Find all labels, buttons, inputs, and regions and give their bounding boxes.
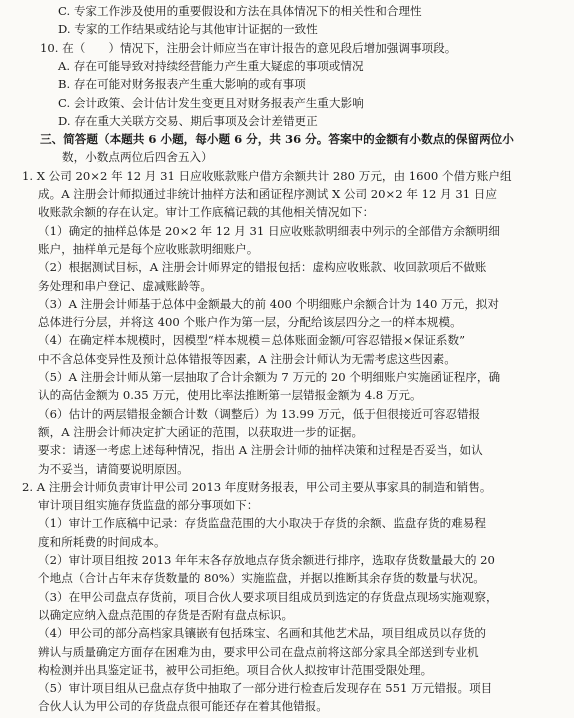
paragraph-line: （3）在甲公司盘点存货前，项目合伙人要求项目组成员到选定的存货盘点现场实施观察，: [38, 589, 498, 604]
paragraph-line: （2）审计项目组按 2013 年年末各存放地点存货余额进行排序，选取存货数量最大的 20: [38, 553, 495, 567]
question-2: 2. A 注册会计师负责审计甲公司 2013 年度财务报表，甲公司主要从事家具的制造和销售。: [22, 479, 492, 494]
option-b-line: B. 存在可能对财务报表产生重大影响的或有事项: [58, 77, 306, 92]
question-1: 1. X 公司 20×2 年 12 月 31 日应收账款账户借方余额共计 280 万元，由 1600 个借方账户组: [22, 168, 512, 183]
option-c-line: C. 专家工作涉及使用的重要假设和方法在具体情况下的相关性和合理性: [58, 4, 422, 18]
question-10: 10. 在（ ）情况下，注册会计师应当在审计报告的意见段后增加强调事项段。: [40, 40, 457, 55]
option-c-line: C. 会计政策、会计估计发生变更且对财务报表产生重大影响: [58, 95, 364, 110]
section-heading-cont: 数，小数点两位后四舍五入）: [62, 150, 213, 165]
option-d-line: D. 存在重大关联方交易、期后事项及会计差错更正: [58, 113, 318, 128]
paragraph-line: 成。A 注册会计师拟通过非统计抽样方法和函证程序测试 X 公司 20×2 年 12 月 31 日应: [38, 187, 497, 201]
paragraph-line: 务处理和串户登记、虚减账龄等。: [38, 278, 212, 293]
paragraph-line: 审计项目组实施存货监盘的部分事项如下：: [38, 498, 259, 513]
paragraph-line: （1）审计工作底稿中记录：存货监盘范围的大小取决于存货的余额、监盘存货的难易程: [38, 516, 486, 531]
paragraph-line: （5）A 注册会计师从第一层抽取了合计余额为 7 万元的 20 个明细账户实施函证程序，确: [38, 370, 501, 384]
paragraph-line: （6）估计的两层错报金额合计数（调整后）为 13.99 万元，低于但很接近可容忍错报: [38, 406, 481, 421]
requirement-line: 要求：请逐一考虑上述每种情况，指出 A 注册会计师的抽样决策和过程是否妥当，如认: [38, 443, 483, 458]
paragraph-line: 构检测并出具鉴定证书，被甲公司拒绝。项目合伙人拟按审计范围受限处理。: [38, 662, 433, 677]
paragraph-line: 账户，抽样单元是每个应收账款明细账户。: [38, 241, 259, 256]
requirement-line: 为不妥当，请简要说明原因。: [38, 461, 189, 476]
paragraph-line: 个地点（合计占年末存货数量的 80%）实施监盘，并据以推断其余存货的数量与状况。: [38, 571, 485, 586]
paragraph-line: （3）A 注册会计师基于总体中金额最大的前 400 个明细账户余额合计为 140 万元，拟对: [38, 296, 500, 311]
paragraph-line: 辨认与质量确定方面存在困难为由，要求甲公司在盘点前将这部分家具全部送到专业机: [38, 644, 479, 659]
paragraph-line: 以确定应纳入盘点范围的存货是否附有盘点标识。: [38, 607, 294, 622]
paragraph-line: （4）在确定样本规模时，因模型“样本规模＝总体账面金额/可容忍错报×保证系数”: [38, 333, 466, 348]
paragraph-line: 中不含总体变异性及预计总体错报等因素，A 注册会计师认为无需考虑这些因素。: [38, 351, 456, 366]
paragraph-line: 收账款余额的存在认定。审计工作底稿记载的其他相关情况如下：: [38, 205, 375, 220]
paragraph-line: （2）根据测试目标，A 注册会计师界定的错报包括：虚构应收账款、收回款项后不做账: [38, 260, 487, 275]
option-a-line: A. 存在可能导致对持续经营能力产生重大疑虑的事项或情况: [58, 58, 364, 73]
paragraph-line: （4）甲公司的部分高档家具镶嵌有包括珠宝、名画和其他艺术品，项目组成员以存货的: [38, 626, 486, 641]
paragraph-line: 合伙人认为甲公司的存货盘点很可能还存在着其他错报。: [38, 699, 328, 714]
paragraph-line: 度和所耗费的时间成本。: [38, 534, 166, 549]
option-d-line: D. 专家的工作结果或结论与其他审计证据的一致性: [58, 22, 318, 37]
paragraph-line: 额，A 注册会计师决定扩大函证的范围，以获取进一步的证据。: [38, 424, 364, 439]
paragraph-line: 认的高估金额为 0.35 万元，使用比率法推断第一层错报金额为 4.8 万元。: [38, 388, 422, 403]
paragraph-line: （5）审计项目组从已盘点存货中抽取了一部分进行检查后发现存在 551 万元错报。项目: [38, 681, 493, 696]
paragraph-line: 总体进行分层，并将这 400 个账户作为第一层，分配给该层四分之一的样本规模。: [38, 315, 462, 330]
paragraph-line: （1）确定的抽样总体是 20×2 年 12 月 31 日应收账款明细表中列示的全部借方余额明细: [38, 223, 500, 238]
section-heading: 三、简答题（本题共 6 小题，每小题 6 分，共 36 分。答案中的金额有小数点的保留两位小: [40, 132, 514, 147]
